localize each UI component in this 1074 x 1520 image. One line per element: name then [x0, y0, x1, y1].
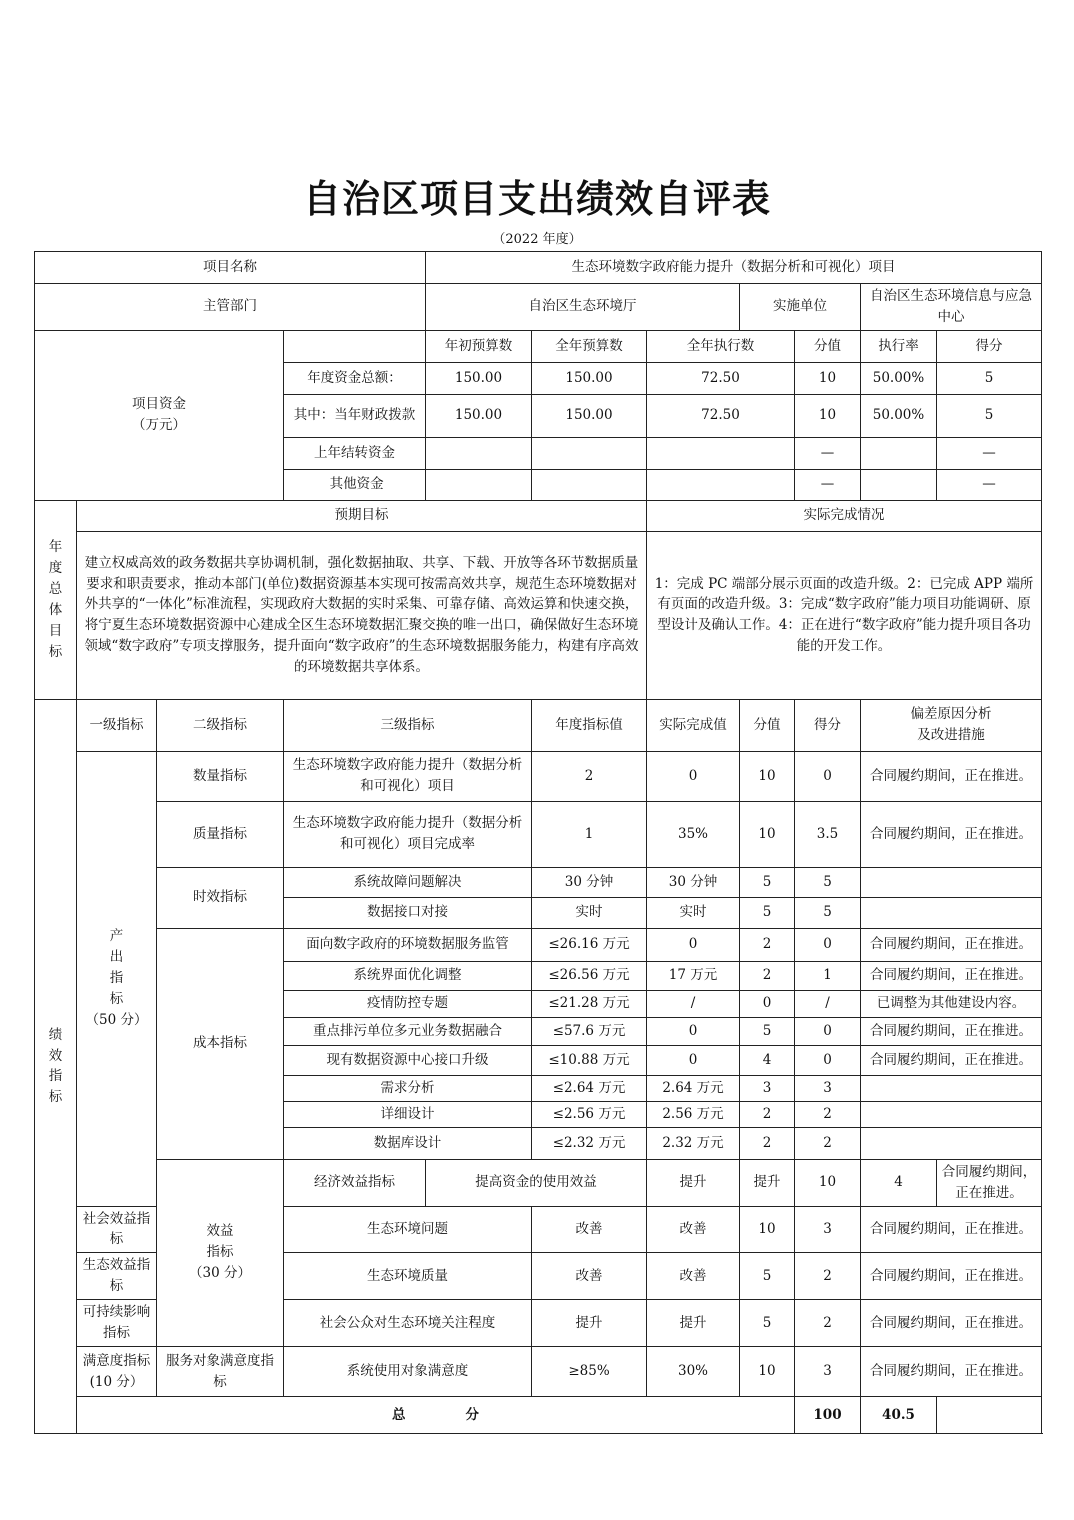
indicator-note [861, 867, 1042, 897]
indicator-actual: 0 [647, 751, 740, 801]
total-score: 100 [795, 1397, 861, 1434]
indicator-actual: 30 分钟 [647, 867, 740, 897]
funds-header-row [35, 330, 1042, 362]
timeliness-label: 时效指标 [157, 867, 284, 928]
indicator-actual: 改善 [647, 1206, 740, 1253]
funds-cell: — [795, 469, 861, 500]
indicator-got: / [795, 990, 861, 1017]
indicator-target: 1 [532, 801, 647, 867]
funds-cell: 10 [795, 394, 861, 437]
indicator-score: 2 [740, 928, 795, 961]
indicator-target: 30 分钟 [532, 867, 647, 897]
satisfaction-level2: 服务对象满意度指标 [157, 1347, 284, 1397]
goals-side-label: 年 度 总 体 目 标 [35, 500, 77, 699]
funds-cell: 10 [795, 362, 861, 394]
indicator-note: 合同履约期间，正在推进。 [861, 1347, 1042, 1397]
indicator-target: ≤26.56 万元 [532, 961, 647, 990]
indicator-score: 10 [740, 751, 795, 801]
indicator-score: 2 [740, 1101, 795, 1127]
funds-row-label: 其中：当年财政拨款 [284, 394, 426, 437]
indicator-score: 0 [740, 990, 795, 1017]
indicator-got: 2 [795, 1101, 861, 1127]
indicator-target: ≤57.6 万元 [532, 1017, 647, 1045]
total-label-b: 分 [465, 1406, 479, 1423]
funds-cell [532, 437, 647, 469]
indicator-note [861, 1127, 1042, 1159]
indicator-target: ≤2.56 万元 [532, 1101, 647, 1127]
indicator-actual: / [647, 990, 740, 1017]
funds-header: 年初预算数 [426, 330, 532, 362]
indicator-note: 合同履约期间，正在推进。 [861, 1300, 1042, 1347]
indicator-score: 10 [740, 1347, 795, 1397]
funds-header: 分值 [795, 330, 861, 362]
indicator-target: ≤2.32 万元 [532, 1127, 647, 1159]
indicator-got: 0 [795, 1017, 861, 1045]
indicator-score: 5 [740, 1300, 795, 1347]
indicator-note: 合同履约期间，正在推进。 [861, 801, 1042, 867]
funds-cell [532, 469, 647, 500]
indicator-score: 10 [740, 1206, 795, 1253]
funds-row-label: 年度资金总额： [284, 362, 426, 394]
funds-cell [647, 469, 795, 500]
indicator-got: 2 [795, 1127, 861, 1159]
evaluation-table [34, 251, 1042, 1434]
quantity-label: 数量指标 [157, 751, 284, 801]
output-label: 产 出 指 标 （50 分） [77, 751, 157, 1206]
indicator-target: 改善 [532, 1253, 647, 1300]
indicator-name: 系统使用对象满意度 [284, 1347, 532, 1397]
indicator-got: 0 [795, 751, 861, 801]
indicator-header: 一级指标 [77, 699, 157, 751]
indicator-score: 5 [740, 867, 795, 897]
unit-value: 自治区生态环境信息与应急中心 [861, 284, 1042, 331]
benefit-label: 效益 指标 （30 分） [157, 1159, 284, 1346]
funds-cell [861, 437, 937, 469]
indicator-got: 4 [861, 1159, 937, 1206]
indicator-target: 改善 [532, 1206, 647, 1253]
indicator-actual: 2.56 万元 [647, 1101, 740, 1127]
indicator-score: 10 [740, 801, 795, 867]
funds-cell: 5 [937, 394, 1042, 437]
indicator-got: 3 [795, 1206, 861, 1253]
indicator-name: 社会公众对生态环境关注程度 [284, 1300, 532, 1347]
dept-value: 自治区生态环境厅 [426, 284, 740, 331]
indicator-name: 需求分析 [284, 1075, 532, 1101]
indicator-actual: 改善 [647, 1253, 740, 1300]
funds-cell [861, 469, 937, 500]
indicator-got: 3 [795, 1075, 861, 1101]
indicator-actual: 30% [647, 1347, 740, 1397]
indicator-header: 实际完成值 [647, 699, 740, 751]
goals-expected-header: 预期目标 [77, 500, 647, 531]
indicator-target: 提升 [532, 1300, 647, 1347]
indicator-got: 0 [795, 1045, 861, 1075]
year-label: （2022 年度） [492, 232, 582, 247]
indicator-actual: 35% [647, 801, 740, 867]
indicator-note: 合同履约期间，正在推进。 [861, 1045, 1042, 1075]
indicator-got: 2 [795, 1300, 861, 1347]
indicator-score: 3 [740, 1075, 795, 1101]
indicator-note: 合同履约期间，正在推进。 [937, 1159, 1042, 1206]
indicator-actual: 2.32 万元 [647, 1127, 740, 1159]
indicator-name: 疫情防控专题 [284, 990, 532, 1017]
indicator-target: ≤21.28 万元 [532, 990, 647, 1017]
funds-cell [647, 437, 795, 469]
indicator-target: 2 [532, 751, 647, 801]
indicator-got: 5 [795, 897, 861, 928]
indicator-actual: 提升 [647, 1300, 740, 1347]
project-name-row [35, 252, 1042, 284]
benefit-level2: 可持续影响指标 [77, 1300, 157, 1347]
indicator-score: 5 [740, 1017, 795, 1045]
funds-cell: — [795, 437, 861, 469]
indicator-score: 10 [795, 1159, 861, 1206]
cost-label: 成本指标 [157, 928, 284, 1159]
indicator-row [35, 801, 1042, 867]
indicator-header: 偏差原因分析 及改进措施 [861, 699, 1042, 751]
total-note [937, 1397, 1042, 1434]
indicator-name: 详细设计 [284, 1101, 532, 1127]
funds-cell [426, 469, 532, 500]
funds-cell: — [937, 469, 1042, 500]
goals-content-row [35, 531, 1042, 699]
funds-cell: 150.00 [532, 362, 647, 394]
indicator-score: 2 [740, 1127, 795, 1159]
indicator-header: 二级指标 [157, 699, 284, 751]
dept-row [35, 284, 1042, 331]
indicator-target: ≤26.16 万元 [532, 928, 647, 961]
total-label-a: 总 [392, 1406, 406, 1423]
indicator-actual: 0 [647, 928, 740, 961]
indicator-note [861, 1101, 1042, 1127]
funds-row-label: 其他资金 [284, 469, 426, 500]
indicator-score: 5 [740, 1253, 795, 1300]
indicator-note: 合同履约期间，正在推进。 [861, 751, 1042, 801]
funds-cell: 150.00 [532, 394, 647, 437]
funds-header: 执行率 [861, 330, 937, 362]
indicator-note: 合同履约期间，正在推进。 [861, 1206, 1042, 1253]
funds-cell: 72.50 [647, 362, 795, 394]
indicator-row [35, 928, 1042, 961]
indicator-score: 2 [740, 961, 795, 990]
indicator-got: 3 [795, 1347, 861, 1397]
satisfaction-label: 满意度指标(10 分） [77, 1347, 157, 1397]
indicator-header: 分值 [740, 699, 795, 751]
benefit-level2: 社会效益指标 [77, 1206, 157, 1253]
funds-cell: — [937, 437, 1042, 469]
goals-header-row [35, 500, 1042, 531]
indicator-header: 得分 [795, 699, 861, 751]
indicator-name: 生态环境问题 [284, 1206, 532, 1253]
benefit-level2: 生态效益指标 [77, 1253, 157, 1300]
indicator-row [35, 751, 1042, 801]
indicator-target: ≤2.64 万元 [532, 1075, 647, 1101]
total-row [35, 1397, 1042, 1434]
indicator-actual: 17 万元 [647, 961, 740, 990]
indicator-name: 生态环境数字政府能力提升（数据分析和可视化）项目完成率 [284, 801, 532, 867]
indicator-target: ≥85% [532, 1347, 647, 1397]
indicator-row [35, 1347, 1042, 1397]
indicator-target: 实时 [532, 897, 647, 928]
indicator-header: 年度指标值 [532, 699, 647, 751]
funds-cell: 150.00 [426, 394, 532, 437]
dept-label: 主管部门 [35, 284, 426, 331]
indicator-note [861, 1075, 1042, 1101]
indicator-actual: 0 [647, 1017, 740, 1045]
total-got: 40.5 [861, 1397, 937, 1434]
funds-cell [426, 437, 532, 469]
indicator-name: 面向数字政府的环境数据服务监管 [284, 928, 532, 961]
indicator-actual: 2.64 万元 [647, 1075, 740, 1101]
indicator-target: 提升 [647, 1159, 740, 1206]
indicator-note: 合同履约期间，正在推进。 [861, 961, 1042, 990]
indicator-note: 合同履约期间，正在推进。 [861, 1253, 1042, 1300]
funds-header: 全年执行数 [647, 330, 795, 362]
indicator-name: 提高资金的使用效益 [426, 1159, 647, 1206]
indicator-name: 生态环境数字政府能力提升（数据分析和可视化）项目 [284, 751, 532, 801]
indicator-name: 重点排污单位多元业务数据融合 [284, 1017, 532, 1045]
goals-expected: 建立权威高效的政务数据共享协调机制，强化数据抽取、共享、下载、开放等各环节数据质量要求和职责要求，推动本部门(单位)数据资源基本实现可按需高效共享，规范生态环境数据对外共享的“一体化”标准流程，实现政府大数据的实时采集、可靠存储、高效运算和快速交换，将宁夏生态环境数据资源中心建成全区生态环境数据汇聚交换的唯一出口，确保做好生态环境领域“数字政府”专项支撑服务，提升面向“数字政府”的生态环境数据服务能力，构建有序高效的环境数据共享体系。 [77, 531, 647, 699]
indicators-side-label: 绩 效 指 标 [35, 699, 77, 1433]
project-name-label: 项目名称 [35, 252, 426, 284]
unit-label: 实施单位 [740, 284, 861, 331]
indicator-note: 合同履约期间，正在推进。 [861, 928, 1042, 961]
funds-cell: 72.50 [647, 394, 795, 437]
indicator-note: 已调整为其他建设内容。 [861, 990, 1042, 1017]
indicator-got: 5 [795, 867, 861, 897]
indicator-name: 现有数据资源中心接口升级 [284, 1045, 532, 1075]
quality-label: 质量指标 [157, 801, 284, 867]
indicator-actual: 提升 [740, 1159, 795, 1206]
page-title: 自治区项目支出绩效自评表 [302, 177, 771, 221]
indicator-got: 2 [795, 1253, 861, 1300]
indicator-actual: 实时 [647, 897, 740, 928]
indicator-name: 数据库设计 [284, 1127, 532, 1159]
indicator-row [35, 1159, 1042, 1206]
goals-actual-header: 实际完成情况 [647, 500, 1042, 531]
total-label [77, 1397, 795, 1434]
project-name: 生态环境数字政府能力提升（数据分析和可视化）项目 [426, 252, 1042, 284]
indicator-name: 生态环境质量 [284, 1253, 532, 1300]
indicator-got: 3.5 [795, 801, 861, 867]
funds-header: 全年预算数 [532, 330, 647, 362]
indicator-note [861, 897, 1042, 928]
funds-header: 得分 [937, 330, 1042, 362]
indicator-got: 0 [795, 928, 861, 961]
funds-cell: 150.00 [426, 362, 532, 394]
funds-cell: 50.00% [861, 394, 937, 437]
indicator-target: ≤10.88 万元 [532, 1045, 647, 1075]
indicator-actual: 0 [647, 1045, 740, 1075]
indicator-header-row [35, 699, 1042, 751]
indicator-row [35, 867, 1042, 897]
goals-actual: 1：完成 PC 端部分展示页面的改造升级。2：已完成 APP 端所有页面的改造升级。3：完成“数字政府”能力项目功能调研、原型设计及确认工作。4：正在进行“数字政府”能力提升项目各功能的开发工作。 [647, 531, 1042, 699]
indicator-name: 系统界面优化调整 [284, 961, 532, 990]
indicator-score: 4 [740, 1045, 795, 1075]
indicator-name: 数据接口对接 [284, 897, 532, 928]
funds-header-empty [284, 330, 426, 362]
indicator-score: 5 [740, 897, 795, 928]
indicator-name: 系统故障问题解决 [284, 867, 532, 897]
benefit-level2: 经济效益指标 [284, 1159, 426, 1206]
funds-cell: 50.00% [861, 362, 937, 394]
indicator-note: 合同履约期间，正在推进。 [861, 1017, 1042, 1045]
indicator-header: 三级指标 [284, 699, 532, 751]
indicator-got: 1 [795, 961, 861, 990]
funds-label: 项目资金 （万元） [35, 330, 284, 500]
funds-row-label: 上年结转资金 [284, 437, 426, 469]
funds-cell: 5 [937, 362, 1042, 394]
